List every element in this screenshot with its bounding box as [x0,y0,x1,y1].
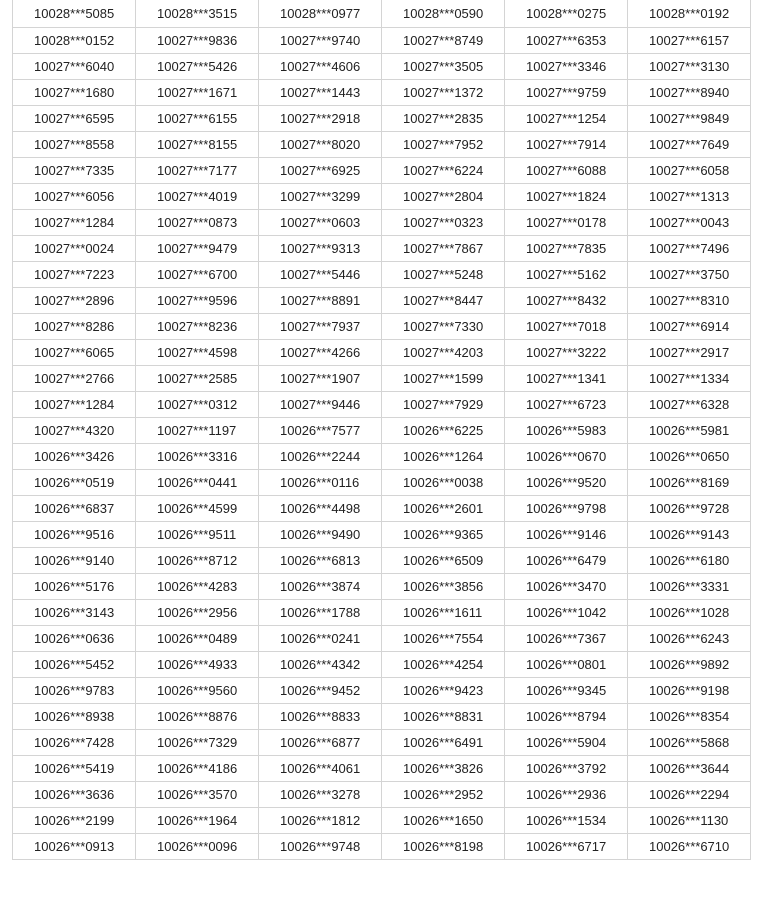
table-cell: 10027***3299 [259,183,382,209]
table-cell: 10026***8712 [136,547,259,573]
table-cell: 10026***8354 [628,703,751,729]
table-cell: 10026***8831 [382,703,505,729]
table-cell: 10026***9490 [259,521,382,547]
table-row [13,729,751,755]
table-cell: 10027***9446 [259,391,382,417]
table-cell: 10026***3636 [13,781,136,807]
table-cell: 10026***0670 [505,443,628,469]
table-cell: 10027***7914 [505,131,628,157]
table-cell: 10027***4598 [136,339,259,365]
table-cell: 10027***9740 [259,27,382,53]
table-cell: 10027***8286 [13,313,136,339]
table-cell: 10027***6157 [628,27,751,53]
table-row [13,53,751,79]
table-cell: 10027***6925 [259,157,382,183]
table-row [13,417,751,443]
table-cell: 10027***5248 [382,261,505,287]
table-cell: 10027***8020 [259,131,382,157]
table-cell: 10026***7329 [136,729,259,755]
table-cell: 10026***5983 [505,417,628,443]
table-cell: 10027***2835 [382,105,505,131]
table-cell: 10026***6225 [382,417,505,443]
table-cell: 10026***2936 [505,781,628,807]
table-row [13,27,751,53]
table-cell: 10027***6065 [13,339,136,365]
table-cell: 10026***9892 [628,651,751,677]
table-cell: 10026***5452 [13,651,136,677]
table-cell: 10026***7367 [505,625,628,651]
table-cell: 10026***0096 [136,833,259,859]
table-cell: 10026***2956 [136,599,259,625]
table-row [13,235,751,261]
table-cell: 10026***0038 [382,469,505,495]
table-cell: 10027***7335 [13,157,136,183]
table-row [13,131,751,157]
table-cell: 10026***8169 [628,469,751,495]
table-cell: 10026***4498 [259,495,382,521]
table-cell: 10026***9146 [505,521,628,547]
table-cell: 10026***7577 [259,417,382,443]
table-cell: 10026***0116 [259,469,382,495]
table-cell: 10026***5868 [628,729,751,755]
table-cell: 10027***2804 [382,183,505,209]
table-cell: 10026***8938 [13,703,136,729]
table-cell: 10027***6058 [628,157,751,183]
table-cell: 10027***2585 [136,365,259,391]
table-cell: 10027***8155 [136,131,259,157]
table-cell: 10027***0043 [628,209,751,235]
table-row [13,781,751,807]
id-table-body [13,0,751,859]
table-cell: 10026***6813 [259,547,382,573]
table-row [13,157,751,183]
table-cell: 10027***3346 [505,53,628,79]
table-cell: 10027***6224 [382,157,505,183]
table-cell: 10027***9313 [259,235,382,261]
table-cell: 10028***5085 [13,0,136,27]
table-cell: 10027***1671 [136,79,259,105]
table-cell: 10027***9596 [136,287,259,313]
table-cell: 10026***1534 [505,807,628,833]
table-cell: 10027***4606 [259,53,382,79]
id-table [12,0,751,860]
table-cell: 10026***9345 [505,677,628,703]
table-cell: 10027***0603 [259,209,382,235]
table-cell: 10026***3143 [13,599,136,625]
table-cell: 10027***1197 [136,417,259,443]
table-cell: 10027***2766 [13,365,136,391]
table-cell: 10027***7330 [382,313,505,339]
table-cell: 10027***7649 [628,131,751,157]
table-cell: 10027***6595 [13,105,136,131]
table-row [13,391,751,417]
table-cell: 10027***8432 [505,287,628,313]
table-cell: 10027***1254 [505,105,628,131]
table-cell: 10026***1130 [628,807,751,833]
table-cell: 10027***7867 [382,235,505,261]
table-cell: 10026***1264 [382,443,505,469]
table-cell: 10027***6088 [505,157,628,183]
table-cell: 10026***4283 [136,573,259,599]
table-cell: 10026***5419 [13,755,136,781]
table-cell: 10027***8749 [382,27,505,53]
table-cell: 10026***0441 [136,469,259,495]
table-row [13,521,751,547]
table-cell: 10026***8876 [136,703,259,729]
table-cell: 10027***4203 [382,339,505,365]
table-cell: 10027***1341 [505,365,628,391]
table-cell: 10026***3570 [136,781,259,807]
table-cell: 10026***6509 [382,547,505,573]
table-cell: 10026***6717 [505,833,628,859]
table-cell: 10026***3331 [628,573,751,599]
table-cell: 10026***3316 [136,443,259,469]
table-cell: 10026***4186 [136,755,259,781]
table-row [13,807,751,833]
table-cell: 10026***9143 [628,521,751,547]
table-cell: 10027***7937 [259,313,382,339]
table-cell: 10026***0801 [505,651,628,677]
table-cell: 10027***2896 [13,287,136,313]
table-row [13,287,751,313]
table-row [13,365,751,391]
table-cell: 10027***6155 [136,105,259,131]
table-cell: 10026***9516 [13,521,136,547]
table-cell: 10027***1284 [13,209,136,235]
table-cell: 10026***9452 [259,677,382,703]
table-cell: 10027***8447 [382,287,505,313]
table-cell: 10026***0489 [136,625,259,651]
table-cell: 10026***6491 [382,729,505,755]
table-cell: 10026***9365 [382,521,505,547]
table-cell: 10027***2918 [259,105,382,131]
table-cell: 10026***8198 [382,833,505,859]
table-cell: 10026***4933 [136,651,259,677]
table-row [13,443,751,469]
table-cell: 10027***0323 [382,209,505,235]
table-cell: 10028***0275 [505,0,628,27]
table-cell: 10026***3792 [505,755,628,781]
table-cell: 10026***3856 [382,573,505,599]
table-cell: 10027***7177 [136,157,259,183]
table-cell: 10026***4061 [259,755,382,781]
table-cell: 10027***0024 [13,235,136,261]
table-cell: 10027***6353 [505,27,628,53]
table-cell: 10026***9748 [259,833,382,859]
table-cell: 10026***0519 [13,469,136,495]
table-cell: 10026***1042 [505,599,628,625]
table-cell: 10026***6877 [259,729,382,755]
table-cell: 10027***3222 [505,339,628,365]
table-cell: 10026***2199 [13,807,136,833]
table-cell: 10027***8310 [628,287,751,313]
table-cell: 10026***3426 [13,443,136,469]
table-row [13,209,751,235]
table-cell: 10027***1824 [505,183,628,209]
table-cell: 10026***7554 [382,625,505,651]
table-cell: 10027***1907 [259,365,382,391]
table-cell: 10027***9759 [505,79,628,105]
id-table-container [12,0,750,860]
table-row [13,105,751,131]
table-cell: 10026***5981 [628,417,751,443]
table-cell: 10027***3130 [628,53,751,79]
table-cell: 10027***6914 [628,313,751,339]
table-cell: 10026***9423 [382,677,505,703]
table-row [13,677,751,703]
table-cell: 10027***7835 [505,235,628,261]
table-cell: 10026***3826 [382,755,505,781]
table-cell: 10027***1372 [382,79,505,105]
table-cell: 10026***8794 [505,703,628,729]
table-cell: 10028***3515 [136,0,259,27]
table-cell: 10027***6700 [136,261,259,287]
table-cell: 10027***6056 [13,183,136,209]
table-cell: 10027***5426 [136,53,259,79]
table-cell: 10027***5446 [259,261,382,287]
table-row [13,313,751,339]
table-row [13,651,751,677]
table-cell: 10026***5904 [505,729,628,755]
table-cell: 10026***6180 [628,547,751,573]
table-cell: 10026***4254 [382,651,505,677]
table-cell: 10026***9140 [13,547,136,573]
table-cell: 10026***9520 [505,469,628,495]
table-cell: 10027***4266 [259,339,382,365]
table-cell: 10027***4019 [136,183,259,209]
table-cell: 10027***1443 [259,79,382,105]
table-row [13,573,751,599]
table-cell: 10027***5162 [505,261,628,287]
table-cell: 10027***7018 [505,313,628,339]
table-row [13,261,751,287]
table-cell: 10026***2294 [628,781,751,807]
table-cell: 10028***0590 [382,0,505,27]
table-cell: 10026***1611 [382,599,505,625]
table-cell: 10027***8558 [13,131,136,157]
table-cell: 10027***3505 [382,53,505,79]
table-row [13,833,751,859]
table-row [13,469,751,495]
table-cell: 10026***9198 [628,677,751,703]
table-cell: 10026***6710 [628,833,751,859]
table-cell: 10027***1680 [13,79,136,105]
table-cell: 10026***0636 [13,625,136,651]
table-cell: 10027***1599 [382,365,505,391]
table-cell: 10027***0312 [136,391,259,417]
table-cell: 10028***0192 [628,0,751,27]
table-cell: 10027***7952 [382,131,505,157]
table-cell: 10026***9511 [136,521,259,547]
table-cell: 10027***2917 [628,339,751,365]
table-row [13,599,751,625]
table-cell: 10026***1812 [259,807,382,833]
table-cell: 10026***5176 [13,573,136,599]
table-cell: 10026***3874 [259,573,382,599]
table-cell: 10026***1788 [259,599,382,625]
table-cell: 10027***7223 [13,261,136,287]
table-row [13,79,751,105]
table-row [13,0,751,27]
table-row [13,547,751,573]
table-cell: 10026***8833 [259,703,382,729]
table-cell: 10027***0178 [505,209,628,235]
table-cell: 10026***1964 [136,807,259,833]
table-row [13,703,751,729]
table-cell: 10028***0977 [259,0,382,27]
table-row [13,339,751,365]
table-cell: 10026***4342 [259,651,382,677]
table-cell: 10027***7929 [382,391,505,417]
table-cell: 10026***9728 [628,495,751,521]
table-cell: 10026***9798 [505,495,628,521]
table-cell: 10026***0241 [259,625,382,651]
table-cell: 10027***1334 [628,365,751,391]
table-cell: 10026***3644 [628,755,751,781]
table-cell: 10026***6479 [505,547,628,573]
table-row [13,625,751,651]
table-cell: 10027***8236 [136,313,259,339]
table-cell: 10027***9849 [628,105,751,131]
table-cell: 10026***1650 [382,807,505,833]
table-row [13,495,751,521]
table-row [13,755,751,781]
table-cell: 10027***6328 [628,391,751,417]
table-cell: 10026***9783 [13,677,136,703]
table-cell: 10027***6040 [13,53,136,79]
table-cell: 10026***0650 [628,443,751,469]
table-cell: 10027***6723 [505,391,628,417]
table-cell: 10027***9479 [136,235,259,261]
table-cell: 10026***4599 [136,495,259,521]
table-cell: 10027***9836 [136,27,259,53]
table-cell: 10027***0873 [136,209,259,235]
table-cell: 10028***0152 [13,27,136,53]
table-cell: 10026***1028 [628,599,751,625]
table-cell: 10026***0913 [13,833,136,859]
table-cell: 10026***2601 [382,495,505,521]
table-cell: 10026***2952 [382,781,505,807]
table-cell: 10027***1284 [13,391,136,417]
table-cell: 10026***2244 [259,443,382,469]
table-cell: 10027***7496 [628,235,751,261]
table-cell: 10027***3750 [628,261,751,287]
table-row [13,183,751,209]
table-cell: 10026***9560 [136,677,259,703]
table-cell: 10027***4320 [13,417,136,443]
table-cell: 10026***3470 [505,573,628,599]
table-cell: 10026***7428 [13,729,136,755]
table-cell: 10026***3278 [259,781,382,807]
table-cell: 10027***8891 [259,287,382,313]
table-cell: 10026***6837 [13,495,136,521]
table-cell: 10027***8940 [628,79,751,105]
table-cell: 10026***6243 [628,625,751,651]
table-cell: 10027***1313 [628,183,751,209]
